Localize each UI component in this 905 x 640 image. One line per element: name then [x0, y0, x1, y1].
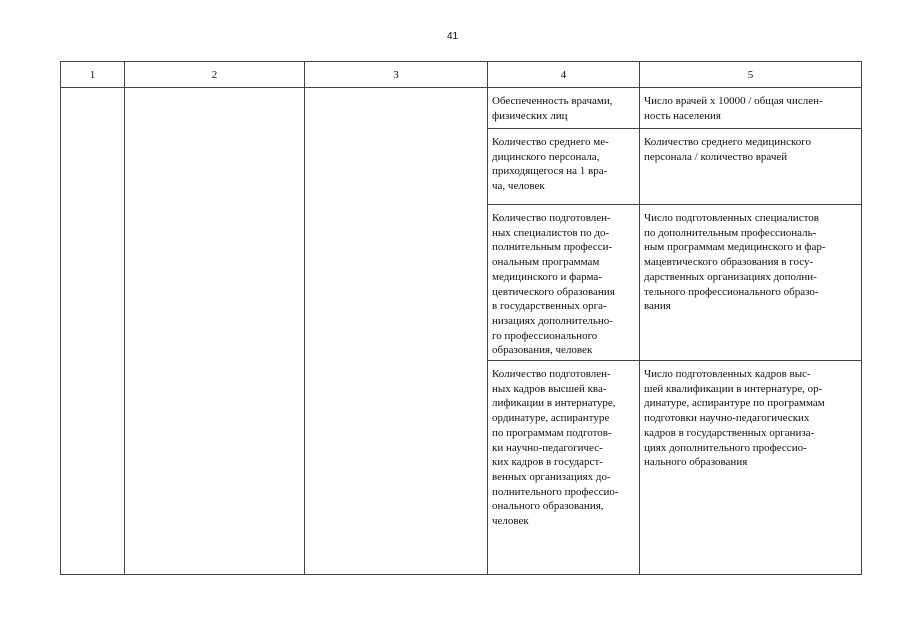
column-header-1: 1: [61, 62, 125, 88]
indicator-text: Количество среднего ме- дицинского персонала, приходящегося на 1 вра- ча, человек: [492, 136, 609, 193]
indicator-text: Количество подготовлен- ных специалистов по до- полнительным професси- ональным программам медицинского и фарма- цевтического образования в государственных орга- низациях дополнительно- го профессионального образования, человек: [492, 212, 615, 357]
column-header-4: 4: [488, 62, 640, 88]
column-header-2: 2: [125, 62, 305, 88]
indicator-text: Количество подготовлен- ных кадров высшей ква- лификации в интернатуре, ординатуре, аспирантуре по программам подготов- ки научно-педагогичес- ких кадров в государст- венных организациях до- полнительного профессио- онального образования, человек: [492, 368, 619, 528]
column-header-5: 5: [640, 62, 862, 88]
formula-cell: [640, 88, 862, 129]
header-row: [61, 62, 862, 88]
column-3-cell: [305, 88, 488, 575]
formula-text: Количество среднего медицинского персонала / количество врачей: [644, 136, 811, 163]
column-2-cell: [125, 88, 305, 575]
formula-text: Число подготовленных специалистов по дополнительным профессиональ- ным программам медицинского и фар- мацевтического образования в госу- дарственных организациях дополни- тельного профессионального образо- вания: [644, 212, 826, 313]
column-1-cell: [61, 88, 125, 575]
formula-cell: [640, 205, 862, 361]
formula-text: Число врачей х 10000 / общая числен- ность населения: [644, 95, 823, 122]
indicator-cell: [488, 129, 640, 205]
indicator-cell: [488, 361, 640, 575]
formula-text: Число подготовленных кадров выс- шей квалификации в интернатуре, ор- динатуре, аспирантуре по программам подготовки научно-педагогических кадров в государственных организа- циях дополнительного профессио- нального образования: [644, 368, 825, 469]
table-row: [61, 88, 862, 129]
indicator-cell: [488, 88, 640, 129]
indicators-table: [60, 61, 862, 575]
formula-cell: [640, 361, 862, 575]
page-number: 41: [446, 31, 459, 42]
indicator-text: Обеспеченность врачами, физических лиц: [492, 95, 613, 122]
indicator-cell: [488, 205, 640, 361]
formula-cell: [640, 129, 862, 205]
column-header-3: 3: [305, 62, 488, 88]
